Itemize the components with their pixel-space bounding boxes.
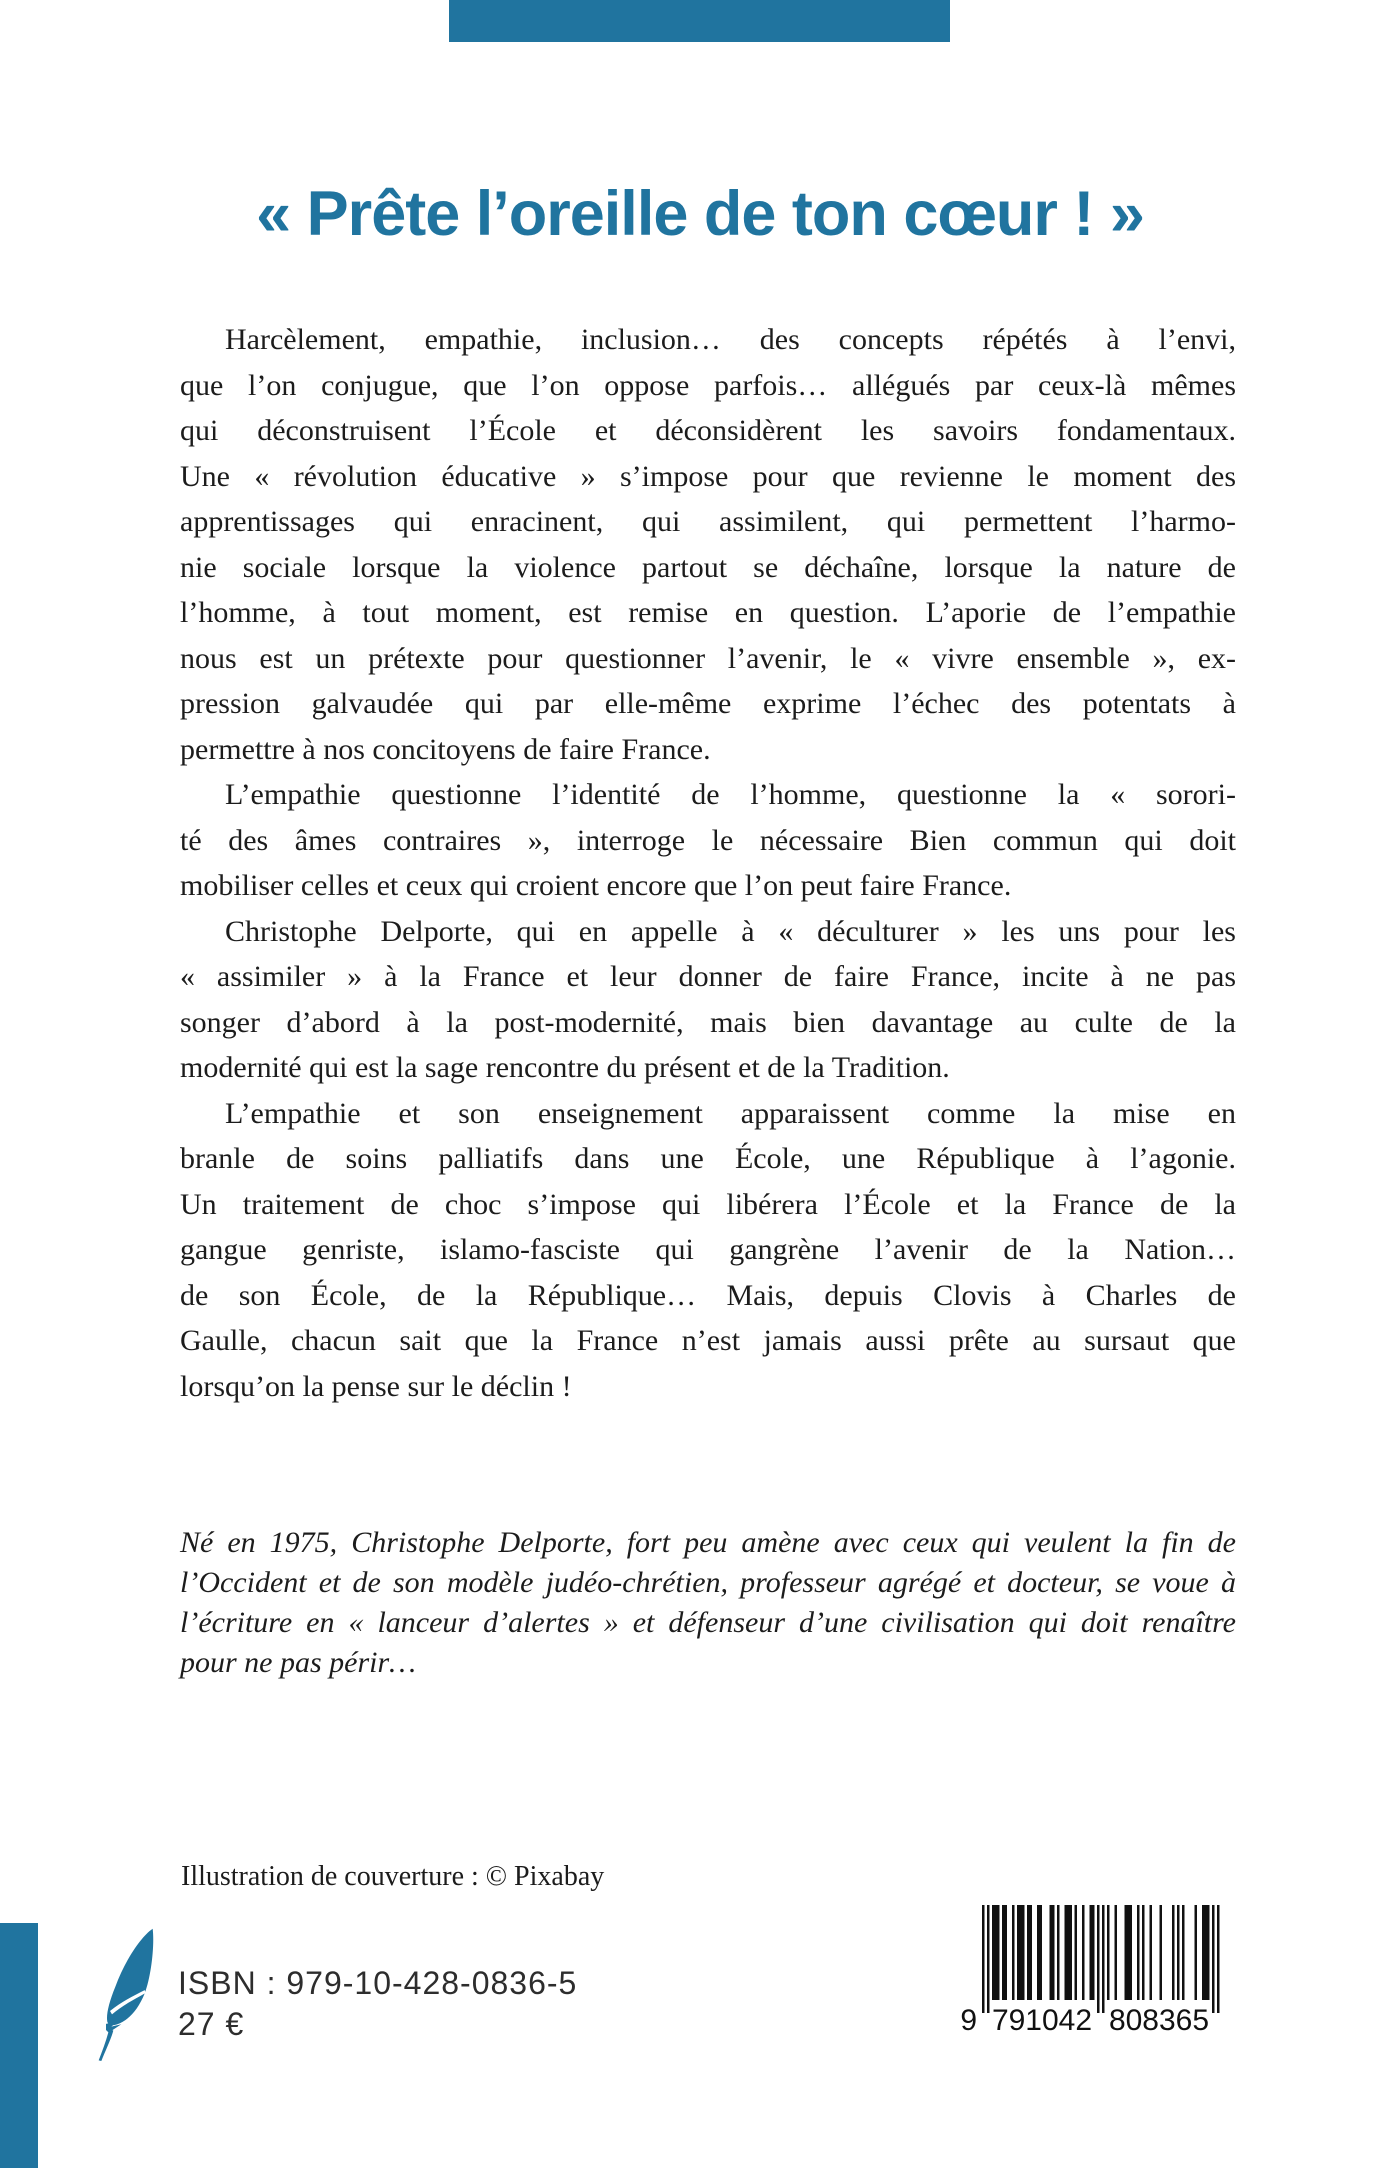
text-line: Gaulle, chacun sait que la France n’est jamais aussi prête au sursaut que bbox=[180, 1324, 1236, 1357]
text-line: lorsqu’on la pense sur le déclin ! bbox=[180, 1369, 572, 1403]
text-line: Une « révolution éducative » s’impose pour que revienne le moment des bbox=[180, 459, 1236, 493]
top-spine-tab bbox=[449, 0, 950, 42]
text-line: Christophe Delporte, qui en appelle à « déculturer » les uns pour les bbox=[225, 914, 1236, 948]
ean13-barcode bbox=[955, 1900, 1245, 2035]
text-line: branle de soins palliatifs dans une École, une République à l’agonie. bbox=[180, 1142, 1236, 1175]
text-line: permettre à nos concitoyens de faire France. bbox=[180, 732, 711, 766]
text-line: « assimiler » à la France et leur donner de faire France, incite à ne pas bbox=[180, 960, 1236, 993]
text-line: apprentissages qui enracinent, qui assimilent, qui permettent l’harmo- bbox=[180, 505, 1236, 538]
text-line: Un traitement de choc s’impose qui libérera l’École et la France de la bbox=[180, 1187, 1236, 1221]
text-line: Harcèlement, empathie, inclusion… des concepts répétés à l’envi, bbox=[225, 323, 1236, 356]
text-line: pour ne pas périr… bbox=[180, 1646, 416, 1679]
text-line: L’empathie questionne l’identité de l’homme, questionne la « sorori- bbox=[225, 778, 1236, 811]
body-text bbox=[180, 317, 1236, 1409]
author-bio bbox=[180, 1523, 1236, 1683]
text-line: qui déconstruisent l’École et déconsidèrent les savoirs fondamentaux. bbox=[180, 414, 1236, 447]
text-line: de son École, de la République… Mais, depuis Clovis à Charles de bbox=[180, 1278, 1236, 1312]
text-line: l’Occident et de son modèle judéo-chrétien, professeur agrégé et docteur, se voue à bbox=[180, 1566, 1236, 1599]
text-line: té des âmes contraires », interroge le nécessaire Bien commun qui doit bbox=[180, 823, 1236, 857]
text-line: nous est un prétexte pour questionner l’avenir, le « vivre ensemble », ex- bbox=[180, 641, 1236, 675]
cover-credit: Illustration de couverture : © Pixabay bbox=[181, 1861, 605, 1892]
text-line: modernité qui est la sage rencontre du présent et de la Tradition. bbox=[180, 1051, 950, 1084]
page-title: « Prête l’oreille de ton cœur ! » bbox=[256, 179, 1144, 250]
text-line: mobiliser celles et ceux qui croient encore que l’on peut faire France. bbox=[180, 869, 1012, 902]
text-line: gangue genriste, islamo-fasciste qui gangrène l’avenir de la Nation… bbox=[180, 1233, 1236, 1266]
price-label: 27 € bbox=[178, 2006, 245, 2042]
text-line: que l’on conjugue, que l’on oppose parfois… allégués par ceux-là mêmes bbox=[180, 368, 1236, 402]
text-line: pression galvaudée qui par elle-même exprime l’échec des potentats à bbox=[180, 687, 1236, 720]
barcode-digits: 808365 bbox=[1108, 2004, 1210, 2035]
text-line: L’empathie et son enseignement apparaissent comme la mise en bbox=[225, 1096, 1236, 1130]
barcode-digits: 791042 bbox=[991, 2004, 1093, 2035]
text-line: nie sociale lorsque la violence partout se déchaîne, lorsque la nature de bbox=[180, 550, 1236, 584]
text-line: l’homme, à tout moment, est remise en question. L’aporie de l’empathie bbox=[180, 596, 1236, 629]
paragraph bbox=[180, 909, 1236, 1091]
barcode-digits: 9 bbox=[960, 2004, 977, 2035]
feather-icon bbox=[90, 1926, 170, 2061]
text-line: songer d’abord à la post-modernité, mais bien davantage au culte de la bbox=[180, 1005, 1236, 1039]
isbn-label: ISBN : 979-10-428-0836-5 bbox=[178, 1965, 578, 2001]
isbn-block bbox=[178, 1963, 577, 2045]
left-edge-band bbox=[0, 1923, 38, 2168]
paragraph bbox=[180, 317, 1236, 772]
paragraph bbox=[180, 1091, 1236, 1410]
text-line: Né en 1975, Christophe Delporte, fort peu amène avec ceux qui veulent la fin de bbox=[180, 1526, 1236, 1559]
paragraph bbox=[180, 772, 1236, 909]
text-line: l’écriture en « lanceur d’alertes » et défenseur d’une civilisation qui doit renaître bbox=[180, 1606, 1236, 1639]
